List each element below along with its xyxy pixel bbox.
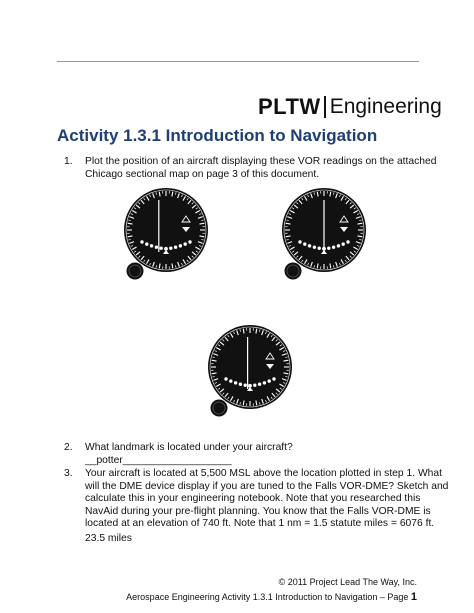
deviation-dot: [268, 379, 271, 382]
deviation-dot: [327, 247, 330, 250]
deviation-dot: [272, 377, 275, 380]
deviation-dot: [160, 247, 163, 250]
logo-word: Engineering: [329, 95, 442, 118]
question-number: 2.: [64, 442, 73, 453]
footer-copyright: © 2011 Project Lead The Way, Inc.: [278, 577, 417, 587]
deviation-dot: [229, 379, 232, 382]
deviation-dot: [258, 383, 261, 386]
deviation-dot: [244, 384, 247, 387]
footer-course-line: [126, 591, 417, 603]
deviation-dot: [318, 247, 321, 250]
vor-indicator-3: [197, 323, 303, 424]
deviation-dot: [179, 244, 182, 247]
question-line: Chicago sectional map on page 3 of this document.: [85, 168, 320, 180]
deviation-dot: [140, 240, 143, 243]
deviation-dot: [155, 246, 158, 249]
question-line: will the DME device display if you are tuned to the Falls VOR-DME? Sketch and: [85, 480, 449, 492]
deviation-dot: [308, 244, 311, 247]
deviation-dot: [188, 240, 191, 243]
vor-gauge: [197, 323, 303, 419]
deviation-dot: [169, 247, 172, 250]
question-number: 1.: [64, 156, 73, 167]
deviation-dot: [332, 246, 335, 249]
deviation-dot: [224, 377, 227, 380]
question-line: What landmark is located under your aircraft?: [85, 442, 293, 453]
logo-brand: PLTW: [258, 94, 321, 119]
answer-2: __potter___________________: [85, 455, 232, 466]
footer-course-text: Aerospace Engineering Activity 1.3.1 Introduction to Navigation – Page: [126, 592, 409, 602]
deviation-dot: [174, 246, 177, 249]
header-rule: [57, 61, 419, 62]
deviation-dot: [234, 381, 237, 384]
deviation-dot: [145, 242, 148, 245]
question-line: located at an elevation of 740 ft. Note that 1 nm = 1.5 statute miles = 6076 ft.: [85, 518, 435, 530]
page-title: Activity 1.3.1 Introduction to Navigation: [57, 126, 378, 145]
deviation-dot: [150, 244, 153, 247]
deviation-dot: [337, 244, 340, 247]
deviation-dot: [253, 384, 256, 387]
page-number: 1: [410, 591, 417, 603]
vor-gauge: [113, 186, 219, 282]
deviation-dot: [313, 246, 316, 249]
deviation-dot: [342, 242, 345, 245]
deviation-dot: [263, 381, 266, 384]
vor-indicator-1: [113, 186, 219, 287]
question-line: calculate this in your engineering notebook. Note that you researched this: [85, 493, 421, 505]
question-line: NavAid during your pre-flight planning. You know that the Falls VOR-DME is: [85, 505, 431, 517]
vor-gauge: [271, 186, 377, 282]
vor-indicator-2: [271, 186, 377, 287]
deviation-dot: [184, 242, 187, 245]
logo-divider: [324, 96, 326, 118]
question-number: 3.: [64, 468, 73, 479]
deviation-dot: [346, 240, 349, 243]
deviation-dot: [303, 242, 306, 245]
deviation-dot: [239, 383, 242, 386]
pltw-engineering-logo: [258, 96, 442, 118]
answer-3: 23.5 miles: [85, 533, 132, 544]
question-line: Your aircraft is located at 5,500 MSL above the location plotted in step 1. What: [85, 468, 442, 479]
question-line: Plot the position of an aircraft displaying these VOR readings on the attached: [85, 156, 437, 167]
deviation-dot: [298, 240, 301, 243]
